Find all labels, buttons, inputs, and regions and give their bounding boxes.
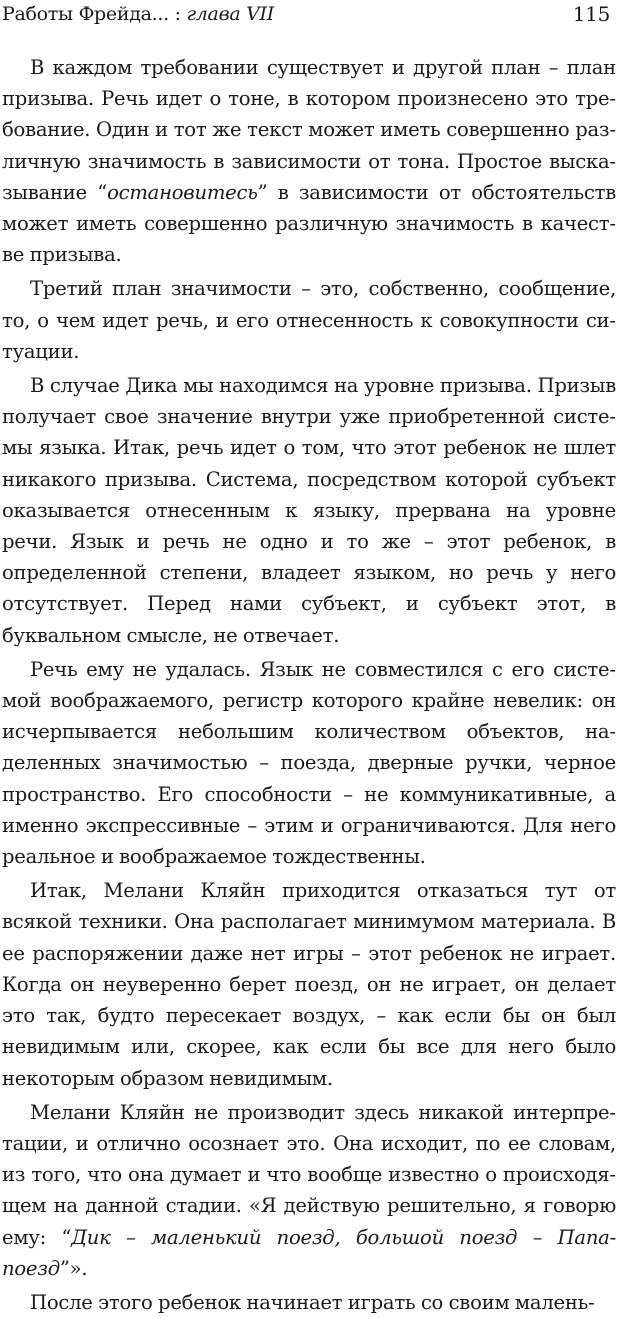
page-number: 115 — [572, 2, 610, 26]
paragraph-1 — [2, 52, 616, 270]
paragraph-text: После этого ребенок начинает играть со своим малень- — [30, 1290, 595, 1314]
running-head-chapter: глава VII — [186, 3, 274, 25]
paragraph-text: В каждом требовании существует и другой план – план призыва. Речь идет о тоне, в котором произнесено это требование. Один и тот же текст может иметь совершенно различную значимость в зависимости от тона. Простое высказывание “ — [2, 56, 616, 204]
paragraph-text: Итак, Мелани Кляйн приходится отказаться тут от всякой техники. Она располагает минимумом материала. В ее распоряжении даже нет игры – этот ребенок не играет. Когда он неуверенно берет поезд, он не играет, он делает это так, будто пересекает воздух, – как если бы он был невидимым или, скорее, как если бы все для него было некоторым образом невидимым. — [2, 879, 616, 1090]
paragraph-text: Третий план значимости – это, собственно, сообщение, то, о чем идет речь, и его отнесенность к совокупности ситуации. — [2, 277, 616, 363]
body-text — [2, 52, 616, 1318]
paragraph-4 — [2, 654, 616, 872]
paragraph-2 — [2, 273, 616, 367]
paragraph-text: ” в зависимости от обстоятельств может иметь совершенно различную значимость в качестве призыва. — [2, 180, 616, 267]
running-head-title — [2, 0, 274, 28]
running-head — [2, 0, 612, 34]
running-head-separator: : — [168, 3, 187, 25]
italic-quote: Дик – маленький поезд, большой поезд – Папа-поезд — [2, 1225, 616, 1280]
italic-quote: остановитесь — [107, 180, 258, 204]
paragraph-6 — [2, 1097, 616, 1284]
paragraph-text: В случае Дика мы находимся на уровне призыва. Призыв получает свое значение внутри уже приобретенной системы языка. Итак, речь идет о том, что этот ребенок не шлет никакого призыва. Система, посредством которой субъект оказывается отнесенным к языку, прервана на уровне речи. Язык и речь не одно и то же – этот ребенок, в определенной степени, владеет языком, но речь у него отсутствует. Перед нами субъект, и субъект этот, в буквальном смысле, не отвечает. — [2, 374, 616, 647]
paragraph-3 — [2, 370, 616, 651]
paragraph-7 — [2, 1287, 616, 1318]
paragraph-5 — [2, 875, 616, 1093]
paragraph-text: Мелани Кляйн не производит здесь никакой интерпретации, и отлично осознает это. Она исходит, по ее словам, из того, что она думает и что вообще известно о происходящем на данной стадии. «Я действую решительно, я говорю ему: “ — [2, 1100, 616, 1249]
paragraph-text: ”». — [59, 1256, 88, 1280]
running-head-title-prefix: Работы Фрейда... — [2, 3, 169, 25]
paragraph-text: Речь ему не удалась. Язык не совместился с его системой воображаемого, регистр которого крайне невелик: он исчерпывается небольшим количеством объектов, наделенных значимостью – поезда, дверные ручки, черное пространство. Его способности – не коммуникативные, а именно экспрессивные – этим и ограничиваются. Для него реальное и воображаемое тождественны. — [2, 657, 616, 869]
